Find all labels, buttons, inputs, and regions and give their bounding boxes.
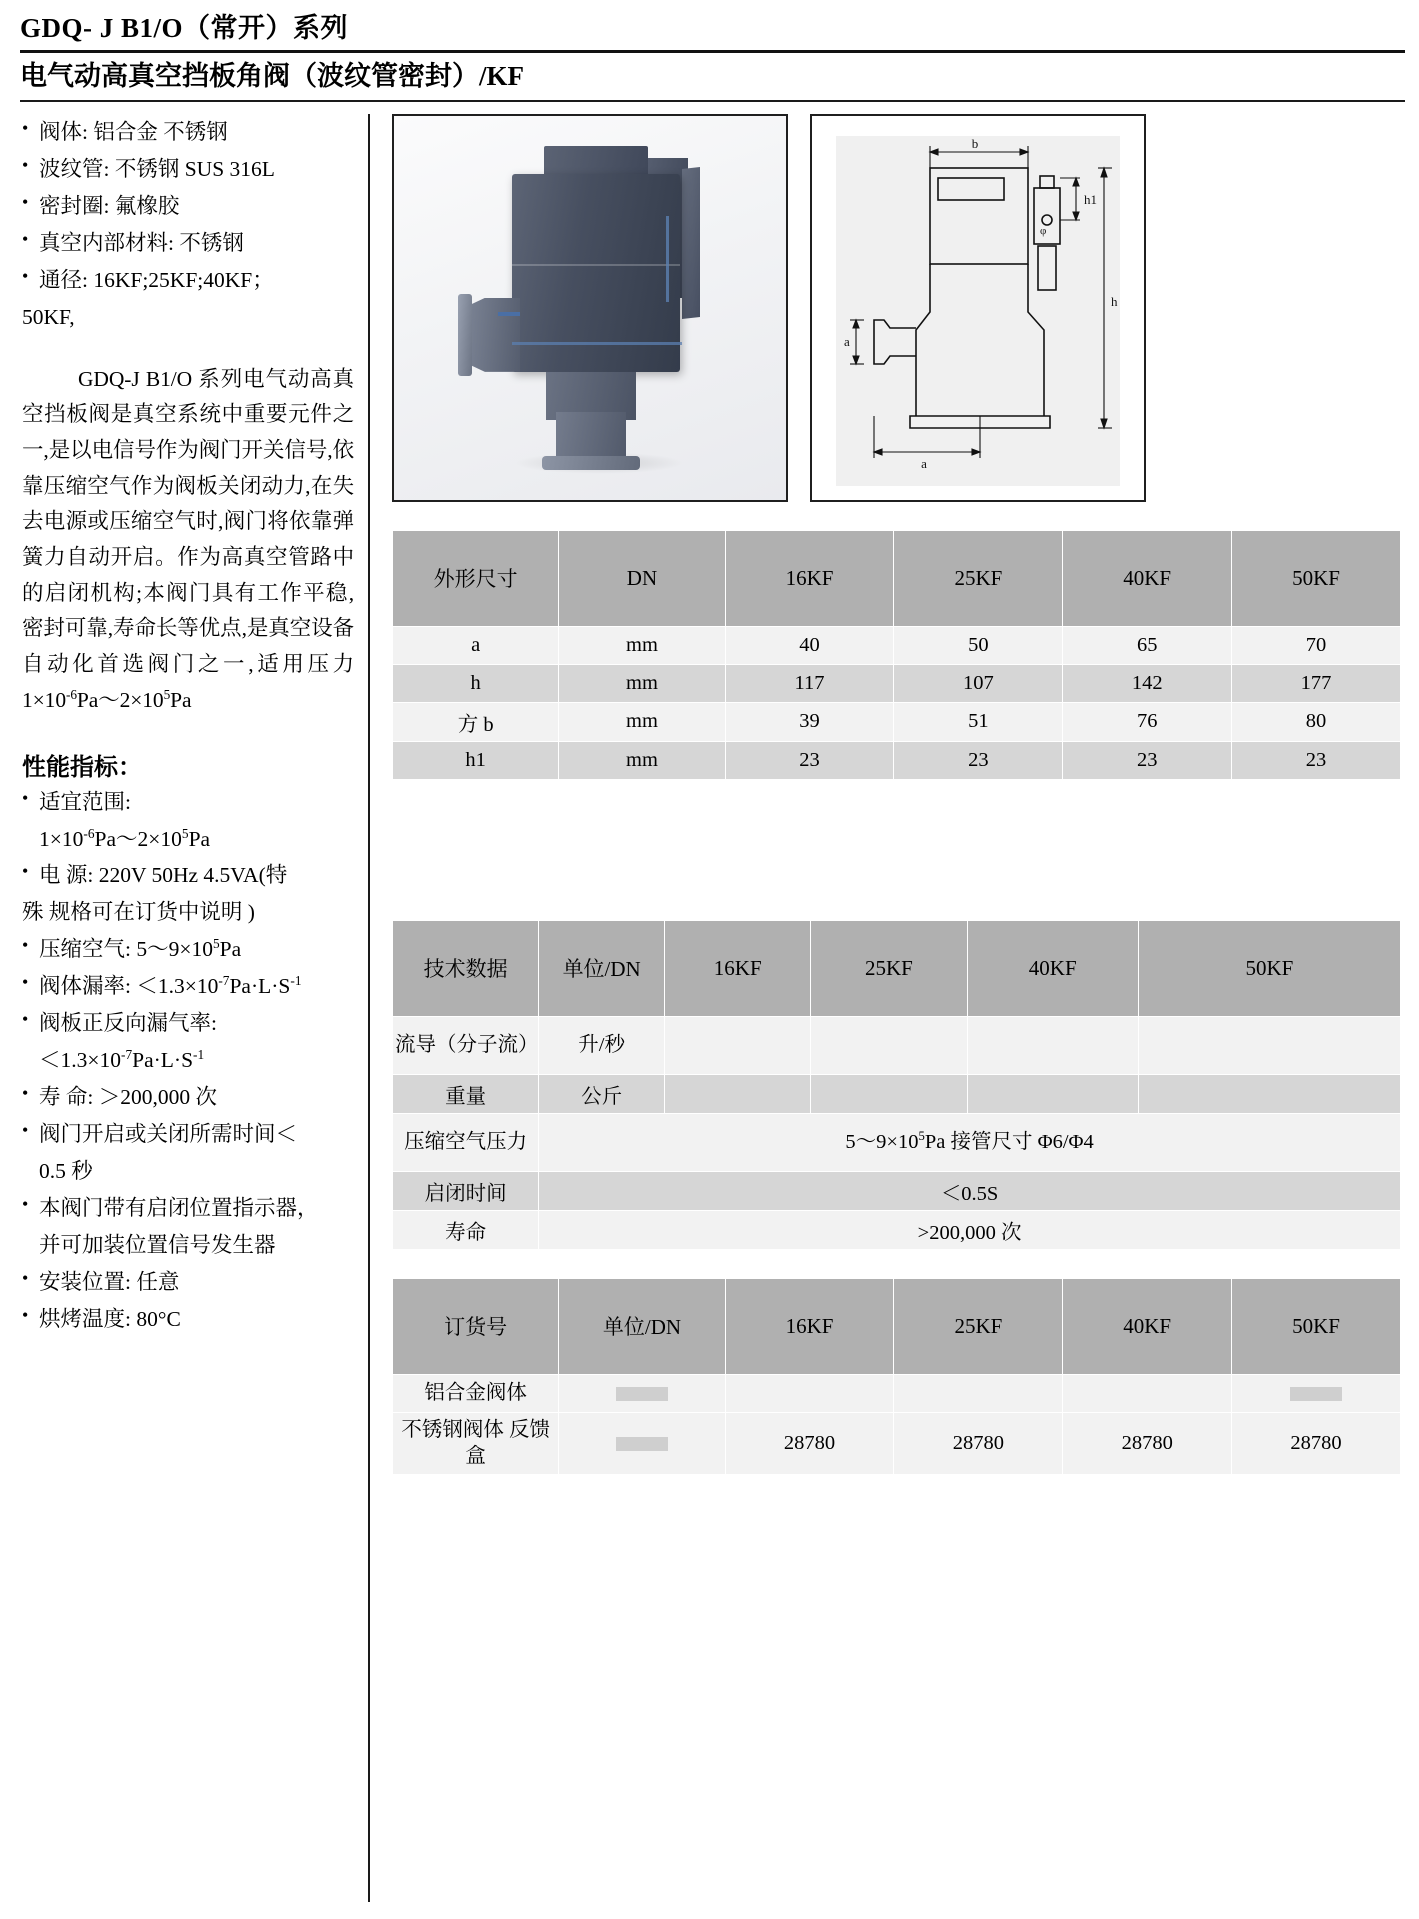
tech-row-unit: 公斤 [539, 1074, 665, 1113]
tech-cell [1138, 1016, 1400, 1074]
dim-cell: 117 [725, 664, 894, 702]
dim-row-unit: mm [559, 741, 725, 779]
material-spec-item: • 密封圈: 氟橡胶 [22, 188, 354, 225]
order-cell [894, 1374, 1063, 1412]
table-row [393, 1210, 1401, 1249]
body-leak-exp2: -1 [290, 973, 302, 989]
material-spec-list [22, 114, 354, 336]
dim-cell: 39 [725, 702, 894, 741]
table-row [393, 1016, 1401, 1074]
right-column [370, 114, 1419, 1902]
dim-cell: 80 [1232, 702, 1401, 741]
tech-header-16kf: 16KF [665, 920, 811, 1016]
dim-row-name: a [393, 626, 559, 664]
dimension-table-header-row [393, 530, 1401, 626]
order-row-name: 铝合金阀体 [393, 1374, 559, 1412]
perf-item-power-cont: 殊 规格可在订货中说明 ) [22, 900, 255, 925]
table-row [393, 1412, 1401, 1474]
dim-label-a-side: a [844, 333, 850, 349]
material-spec-item: • 真空内部材料: 不锈钢 [22, 225, 354, 262]
order-cell: 28780 [1232, 1412, 1401, 1474]
perf-item-range-label: • 适宜范围: [22, 784, 354, 821]
dim-cell: 177 [1232, 664, 1401, 702]
tech-header-25kf: 25KF [811, 920, 967, 1016]
description-exp-1: -6 [65, 686, 77, 702]
order-header-16kf: 16KF [725, 1278, 894, 1374]
tech-cell [811, 1016, 967, 1074]
order-number-table [392, 1278, 1401, 1475]
pressure-pre: 5～9×10 [845, 1130, 919, 1153]
performance-heading: 性能指标： [22, 754, 142, 781]
perf-item-bakeout: • 烘烤温度: 80°C [22, 1301, 354, 1338]
left-column [0, 114, 370, 1902]
dim-cell: 23 [725, 741, 894, 779]
air-post: Pa [219, 937, 242, 962]
tech-merged-life: >200,000 次 [539, 1210, 1401, 1249]
redacted-chip [1290, 1387, 1342, 1401]
tech-cell [967, 1074, 1138, 1113]
page-header [0, 0, 1419, 100]
dim-cell: 50 [894, 626, 1063, 664]
dim-label-a-bottom: a [921, 455, 927, 471]
dim-label-h: h [1111, 293, 1118, 309]
tech-row-name: 流导（分子流） [393, 1016, 539, 1074]
description-tail: Pa [170, 687, 192, 712]
order-cell [725, 1374, 894, 1412]
perf-item-air [22, 931, 354, 968]
drawing-svg [812, 116, 1146, 502]
description-text: GDQ-J B1/O 系列电气动高真空挡板阀是真空系统中重要元件之一,是以电信号作为阀门开关信号,依靠压缩空气作为阀板关闭动力,在失去电源或压缩空气时,阀门将依靠弹簧力自动开启。作为高真空管路中的启闭机构;本阀门具有工作平稳,密封可靠,寿命长等优点,是真空设备自动化首选阀门之一,适用压力 1×10 [22, 366, 354, 712]
plate-leak-post: Pa·L·S [132, 1048, 194, 1073]
dim-row-name: h1 [393, 741, 559, 779]
order-cell: 28780 [1063, 1412, 1232, 1474]
order-cell-chip [1232, 1374, 1401, 1412]
air-label: 压缩空气: 5～9×10 [39, 937, 213, 962]
dim-cell: 142 [1063, 664, 1232, 702]
dim-header-dn: DN [559, 530, 725, 626]
dim-header-25kf: 25KF [894, 530, 1063, 626]
order-header-50kf: 50KF [1232, 1278, 1401, 1374]
dim-header-50kf: 50KF [1232, 530, 1401, 626]
dim-row-unit: mm [559, 702, 725, 741]
order-cell [1063, 1374, 1232, 1412]
order-header-25kf: 25KF [894, 1278, 1063, 1374]
tech-header-name: 技术数据 [393, 920, 539, 1016]
dim-header-16kf: 16KF [725, 530, 894, 626]
product-photo [394, 116, 786, 500]
perf-item-time-label: • 阀门开启或关闭所需时间＜ [22, 1116, 354, 1153]
table-row [393, 664, 1401, 702]
dim-cell: 40 [725, 626, 894, 664]
range-exp1: -6 [83, 825, 95, 841]
redacted-chip [616, 1437, 668, 1451]
title-divider [20, 50, 1405, 53]
dim-label-h1: h1 [1084, 191, 1097, 207]
order-row-name: 不锈钢阀体 反馈盒 [393, 1412, 559, 1474]
tech-row-name: 重量 [393, 1074, 539, 1113]
perf-item-power-label: • 电 源: 220V 50Hz 4.5VA(特 [22, 857, 354, 894]
plate-leak-exp2: -1 [193, 1047, 205, 1063]
dim-row-name: 方 b [393, 702, 559, 741]
dim-row-unit: mm [559, 664, 725, 702]
image-panels [392, 114, 1401, 502]
dim-cell: 23 [1232, 741, 1401, 779]
tech-cell [665, 1016, 811, 1074]
perf-item-life: • 寿 命: ＞200,000 次 [22, 1079, 354, 1116]
order-cell: 28780 [894, 1412, 1063, 1474]
dimension-table [392, 530, 1401, 780]
tech-row-name: 寿命 [393, 1210, 539, 1249]
dim-cell: 70 [1232, 626, 1401, 664]
material-spec-item: • 波纹管: 不锈钢 SUS 316L [22, 151, 354, 188]
technical-drawing [812, 116, 1144, 500]
range-mid: Pa～2×10 [94, 826, 182, 851]
description-mid: Pa～2×10 [76, 687, 164, 712]
tech-row-name: 启闭时间 [393, 1171, 539, 1210]
table-row [393, 1113, 1401, 1171]
order-header-40kf: 40KF [1063, 1278, 1232, 1374]
order-header-unit: 单位/DN [559, 1278, 725, 1374]
product-photo-panel [392, 114, 788, 502]
table-row [393, 1171, 1401, 1210]
dim-cell: 51 [894, 702, 1063, 741]
performance-list [22, 784, 354, 1339]
dim-label-phi: φ [1040, 224, 1047, 237]
table-row [393, 741, 1401, 779]
pressure-exp: 5 [918, 1128, 925, 1143]
table-row [393, 702, 1401, 741]
perf-item-body-leak [22, 968, 354, 1005]
series-title: GDQ- J B1/O（常开）系列 [20, 13, 349, 43]
order-row-unit-chip [559, 1374, 725, 1412]
body-leak-label: 阀体漏率: ＜1.3×10 [39, 974, 219, 999]
dim-cell: 65 [1063, 626, 1232, 664]
tech-merged-pressure [539, 1113, 1401, 1171]
tech-row-unit: 升/秒 [539, 1016, 665, 1074]
main-content [0, 102, 1419, 1902]
tech-table-header-row [393, 920, 1401, 1016]
table-row [393, 1374, 1401, 1412]
tech-cell [1138, 1074, 1400, 1113]
material-spec-continuation: 50KF, [22, 304, 75, 329]
tech-header-40kf: 40KF [967, 920, 1138, 1016]
body-leak-exp: -7 [218, 973, 230, 989]
table-row [393, 626, 1401, 664]
technical-data-table [392, 920, 1401, 1250]
order-table-header-row [393, 1278, 1401, 1374]
material-spec-item: • 通径: 16KF;25KF;40KF； [22, 262, 354, 299]
perf-item-indicator-label: • 本阀门带有启闭位置指示器， [22, 1190, 354, 1227]
range-exp2: 5 [181, 825, 189, 841]
perf-item-plate-leak-label: • 阀板正反向漏气率: [22, 1005, 354, 1042]
product-description [22, 362, 354, 719]
material-spec-item: • 阀体: 铝合金 不锈钢 [22, 114, 354, 151]
dim-row-name: h [393, 664, 559, 702]
perf-item-time-cont: 0.5 秒 [39, 1159, 93, 1184]
perf-item-indicator-cont: 并可加装位置信号发生器 [39, 1233, 276, 1258]
tech-header-unit: 单位/DN [539, 920, 665, 1016]
tech-cell [811, 1074, 967, 1113]
plate-leak-pre: ＜1.3×10 [39, 1048, 122, 1073]
tech-header-50kf: 50KF [1138, 920, 1400, 1016]
range-pre: 1×10 [39, 826, 84, 851]
dim-cell: 107 [894, 664, 1063, 702]
dim-cell: 76 [1063, 702, 1232, 741]
dim-cell: 23 [1063, 741, 1232, 779]
tech-row-name: 压缩空气压力 [393, 1113, 539, 1171]
order-cell: 28780 [725, 1412, 894, 1474]
plate-leak-exp: -7 [121, 1047, 133, 1063]
dim-cell: 23 [894, 741, 1063, 779]
order-header-name: 订货号 [393, 1278, 559, 1374]
perf-item-mounting: • 安装位置: 任意 [22, 1264, 354, 1301]
technical-drawing-panel [810, 114, 1146, 502]
tech-cell [967, 1016, 1138, 1074]
dim-label-b: b [971, 135, 979, 151]
dim-row-unit: mm [559, 626, 725, 664]
perf-item-plate-leak-value [22, 1042, 354, 1079]
air-exp: 5 [212, 936, 220, 952]
pressure-post: Pa 接管尺寸 Φ6/Φ4 [924, 1130, 1094, 1153]
tech-cell [665, 1074, 811, 1113]
dim-header-40kf: 40KF [1063, 530, 1232, 626]
redacted-chip [616, 1387, 668, 1401]
order-row-unit-chip [559, 1412, 725, 1474]
body-leak-post: Pa·L·S [229, 974, 291, 999]
product-title: 电气动高真空挡板角阀（波纹管密封）/KF [20, 60, 524, 91]
dim-header-name: 外形尺寸 [393, 530, 559, 626]
range-post: Pa [188, 826, 211, 851]
tech-merged-time: ＜0.5S [539, 1171, 1401, 1210]
description-exp-2: 5 [163, 686, 171, 702]
table-row [393, 1074, 1401, 1113]
perf-item-range-value [22, 821, 354, 858]
